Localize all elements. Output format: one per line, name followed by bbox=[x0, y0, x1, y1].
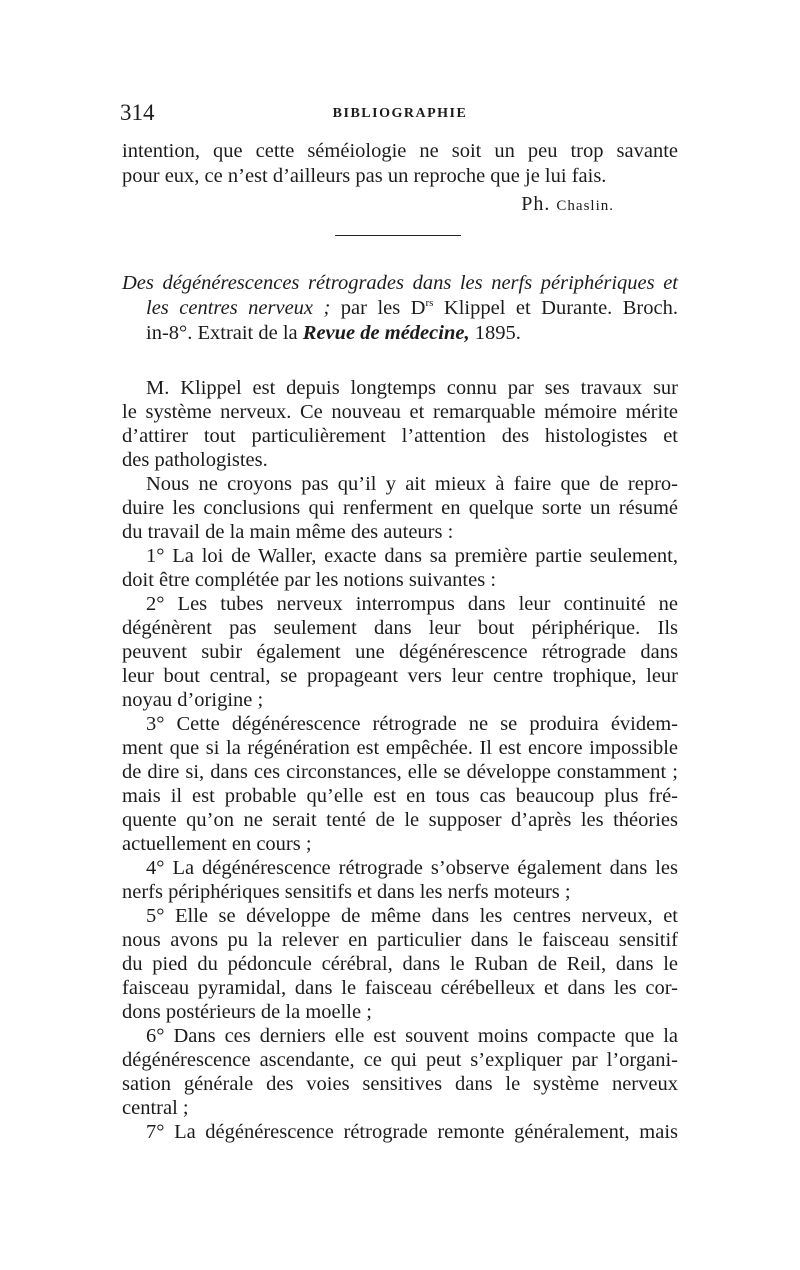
body-line: nous avons pu la relever en particulier dans le faisceau sensitif bbox=[122, 929, 678, 951]
text-line: pour eux, ce n’est d’ailleurs pas un reproche que je lui fais. bbox=[122, 165, 607, 187]
body-line: 6° Dans ces derniers elle est souvent moins compacte que la bbox=[146, 1025, 678, 1047]
body-line: M. Klippel est depuis longtemps connu par ses travaux sur bbox=[146, 377, 678, 399]
body-line: mais il est probable qu’elle est en tous cas beaucoup plus fré- bbox=[122, 785, 678, 807]
signature-name: Chaslin. bbox=[556, 198, 614, 214]
body-line: actuellement en cours ; bbox=[122, 833, 312, 855]
citation-sup: rs bbox=[425, 297, 434, 310]
text-line: intention, que cette séméiologie ne soit un peu trop savante bbox=[122, 140, 678, 162]
body-line: dégénérescence ascendante, ce qui peut s’expliquer par l’organi- bbox=[122, 1049, 678, 1071]
body-line: des pathologistes. bbox=[122, 449, 268, 471]
citation-year: 1895. bbox=[469, 322, 521, 344]
body-line: central ; bbox=[122, 1097, 189, 1119]
body-line: 5° Elle se développe de même dans les centres nerveux, et bbox=[146, 905, 678, 927]
citation-title-line: Des dégénérescences rétrogrades dans les nerfs périphériques et bbox=[122, 272, 678, 294]
body-line: leur bout central, se propageant vers leur centre trophique, leur bbox=[122, 665, 678, 687]
body-line: dons postérieurs de la moelle ; bbox=[122, 1001, 372, 1023]
citation-authors-prefix: par les D bbox=[330, 297, 426, 319]
body-line: 4° La dégénérescence rétrograde s’observe également dans les bbox=[146, 857, 678, 879]
body-line: quente qu’on ne serait tenté de le supposer d’après les théories bbox=[122, 809, 678, 831]
citation-authors: Klippel et Durante. Broch. bbox=[433, 297, 678, 319]
citation-line-3 bbox=[146, 321, 678, 345]
page-number: 314 bbox=[120, 100, 155, 125]
citation-journal: Revue de médecine, bbox=[302, 322, 470, 344]
body-line: nerfs périphériques sensitifs et dans les nerfs moteurs ; bbox=[122, 881, 571, 903]
citation-format: in-8°. Extrait de la bbox=[146, 322, 303, 344]
body-line: sation générale des voies sensitives dans le système nerveux bbox=[122, 1073, 678, 1095]
body-line: 7° La dégénérescence rétrograde remonte généralement, mais bbox=[146, 1121, 678, 1143]
body-line: du travail de la main même des auteurs : bbox=[122, 521, 454, 543]
body-line: doit être complétée par les notions suivantes : bbox=[122, 569, 497, 591]
running-title: BIBLIOGRAPHIE bbox=[332, 106, 468, 121]
body-line: 3° Cette dégénérescence rétrograde ne se produira évidem- bbox=[146, 713, 678, 735]
body-line: ment que si la régénération est empêchée. Il est encore impossible bbox=[122, 737, 678, 759]
body-line: duire les conclusions qui renferment en quelque sorte un résumé bbox=[122, 497, 678, 519]
body-line: du pied du pédoncule cérébral, dans le Ruban de Reil, dans le bbox=[122, 953, 678, 975]
section-divider bbox=[335, 235, 461, 236]
running-header bbox=[120, 100, 680, 128]
signature-initial: Ph. bbox=[521, 193, 551, 215]
citation-line-2 bbox=[146, 296, 678, 320]
body-line: 2° Les tubes nerveux interrompus dans leur continuité ne bbox=[146, 593, 678, 615]
body-line: faisceau pyramidal, dans le faisceau cérébelleux et dans les cor- bbox=[122, 977, 678, 999]
citation-title-end: les centres nerveux ; bbox=[146, 297, 331, 319]
body-line: noyau d’origine ; bbox=[122, 689, 264, 711]
body-line: de dire si, dans ces circonstances, elle se développe constamment ; bbox=[122, 761, 678, 783]
body-line: le système nerveux. Ce nouveau et remarquable mémoire mérite bbox=[122, 401, 678, 423]
author-signature bbox=[480, 193, 614, 216]
body-line: dégénèrent pas seulement dans leur bout périphérique. Ils bbox=[122, 617, 678, 639]
body-line: 1° La loi de Waller, exacte dans sa première partie seulement, bbox=[146, 545, 678, 567]
body-line: d’attirer tout particulièrement l’attention des histologistes et bbox=[122, 425, 678, 447]
body-line: peuvent subir également une dégénérescence rétrograde dans bbox=[122, 641, 678, 663]
body-line: Nous ne croyons pas qu’il y ait mieux à faire que de repro- bbox=[146, 473, 678, 495]
